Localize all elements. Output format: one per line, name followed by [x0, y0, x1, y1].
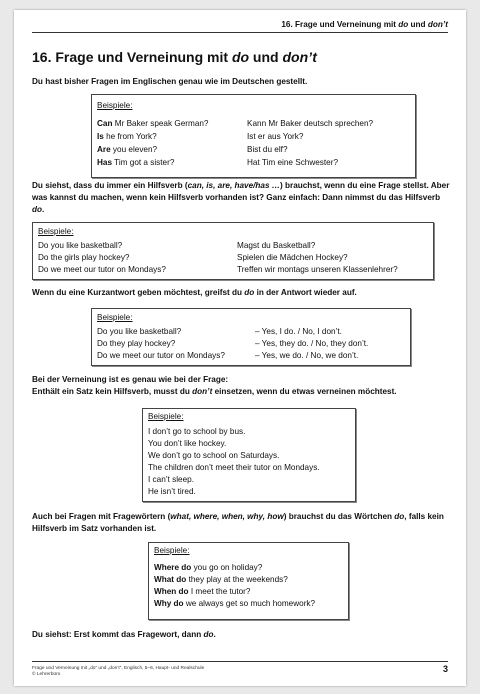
german-sentence: Magst du Basketball? [237, 241, 316, 250]
example-row: Where do you go on holiday? [154, 563, 263, 572]
example-row [92, 158, 415, 170]
examples-box-question-words [148, 542, 349, 620]
title-do: do [231, 49, 250, 65]
title-dont: don’t [282, 49, 317, 65]
intro-paragraph: Du hast bisher Fragen im Englischen genau wie im Deutschen gestellt. [32, 77, 308, 86]
running-header-and: und [408, 20, 428, 29]
english-sentence: Has Tim got a sister? [97, 158, 175, 167]
short-answer: – Yes, they do. / No, they don’t. [255, 339, 369, 348]
negation-paragraph: Bei der Verneinung ist es genau wie bei der Frage: Enthält ein Satz kein Hilfsverb, musst du don’t einsetzen, wenn du etwas verneinen möchtest. [32, 375, 397, 396]
example-sentence: We don’t go to school on Saturdays. [148, 451, 280, 460]
footer-rule [32, 661, 448, 662]
example-sentence: He isn’t tired. [148, 487, 196, 496]
question-words-paragraph: Auch bei Fragen mit Fragewörtern (what, where, when, why, how) brauchst du das Wörtchen do, falls kein Hilfsverb im Satz vorhanden ist. [32, 512, 444, 533]
running-header-dont: don’t [427, 20, 448, 29]
examples-box-negations [142, 408, 356, 502]
worksheet-page [14, 10, 466, 686]
example-row: When do I meet the tutor? [154, 587, 251, 596]
running-header-text: 16. Frage und Verneinung mit [281, 20, 399, 29]
german-sentence: Treffen wir montags unseren Klassenlehrer? [237, 265, 398, 274]
box-label: Beispiele: [148, 412, 184, 421]
example-row [92, 145, 415, 157]
example-sentence: I can’t sleep. [148, 475, 194, 484]
short-answer: – Yes, we do. / No, we don’t. [255, 351, 359, 360]
english-sentence: Are you eleven? [97, 145, 158, 154]
german-sentence: Kann Mr Baker deutsch sprechen? [247, 119, 374, 128]
example-row [33, 253, 433, 265]
example-row [92, 119, 415, 131]
footer-credits: Frage und Verneinung mit „do“ und „don’t“, Englisch, 5–6, Haupt- und Realschule © Lehrerbüro [32, 666, 205, 677]
box-label: Beispiele: [154, 546, 190, 555]
examples-box-questions [91, 94, 416, 178]
auxiliary-paragraph: Du siehst, dass du immer ein Hilfsverb (can, is, are, have/has …) brauchst, wenn du eine Frage stellst. Aber was kannst du machen, wenn kein Hilfsverb vorhanden ist? Ganz einfach: Dann nimmst du das Hilfsverb do. [32, 181, 450, 214]
short-answer-paragraph: Wenn du eine Kurzantwort geben möchtest, greifst du do in der Antwort wieder auf. [32, 288, 357, 297]
english-sentence: Do you like basketball? [38, 241, 123, 250]
example-row [33, 265, 433, 277]
english-sentence: Do we meet our tutor on Mondays? [38, 265, 166, 274]
example-sentence: You don’t like hockey. [148, 439, 227, 448]
example-row [92, 339, 410, 351]
box-label: Beispiele: [97, 101, 133, 110]
title-and: und [249, 49, 283, 65]
german-sentence: Hat Tim eine Schwester? [247, 158, 339, 167]
title-text: 16. Frage und Verneinung mit [32, 49, 232, 65]
german-sentence: Spielen die Mädchen Hockey? [237, 253, 348, 262]
question-sentence: Do you like basketball? [97, 327, 182, 336]
example-sentence: The children don’t meet their tutor on Mondays. [148, 463, 320, 472]
example-row [92, 132, 415, 144]
english-sentence: Can Mr Baker speak German? [97, 119, 209, 128]
short-answer: – Yes, I do. / No, I don’t. [255, 327, 342, 336]
running-header-do: do [398, 20, 409, 29]
running-header [32, 20, 448, 29]
examples-box-short-answers [91, 308, 411, 366]
page-title [32, 49, 317, 65]
german-sentence: Ist er aus York? [247, 132, 304, 141]
box-label: Beispiele: [38, 227, 74, 236]
example-row [33, 241, 433, 253]
example-row: What do they play at the weekends? [154, 575, 288, 584]
question-sentence: Do they play hockey? [97, 339, 176, 348]
question-sentence: Do we meet our tutor on Mondays? [97, 351, 225, 360]
german-sentence: Bist du elf? [247, 145, 288, 154]
example-row [92, 327, 410, 339]
example-row [92, 351, 410, 363]
box-label: Beispiele: [97, 313, 133, 322]
example-sentence: I don’t go to school by bus. [148, 427, 246, 436]
conclusion-paragraph: Du siehst: Erst kommt das Fragewort, dann do. [32, 630, 216, 639]
header-rule [32, 32, 448, 33]
english-sentence: Is he from York? [97, 132, 157, 141]
example-row: Why do we always get so much homework? [154, 599, 316, 608]
english-sentence: Do the girls play hockey? [38, 253, 130, 262]
page-number: 3 [442, 664, 448, 674]
examples-box-do-questions [32, 222, 434, 280]
